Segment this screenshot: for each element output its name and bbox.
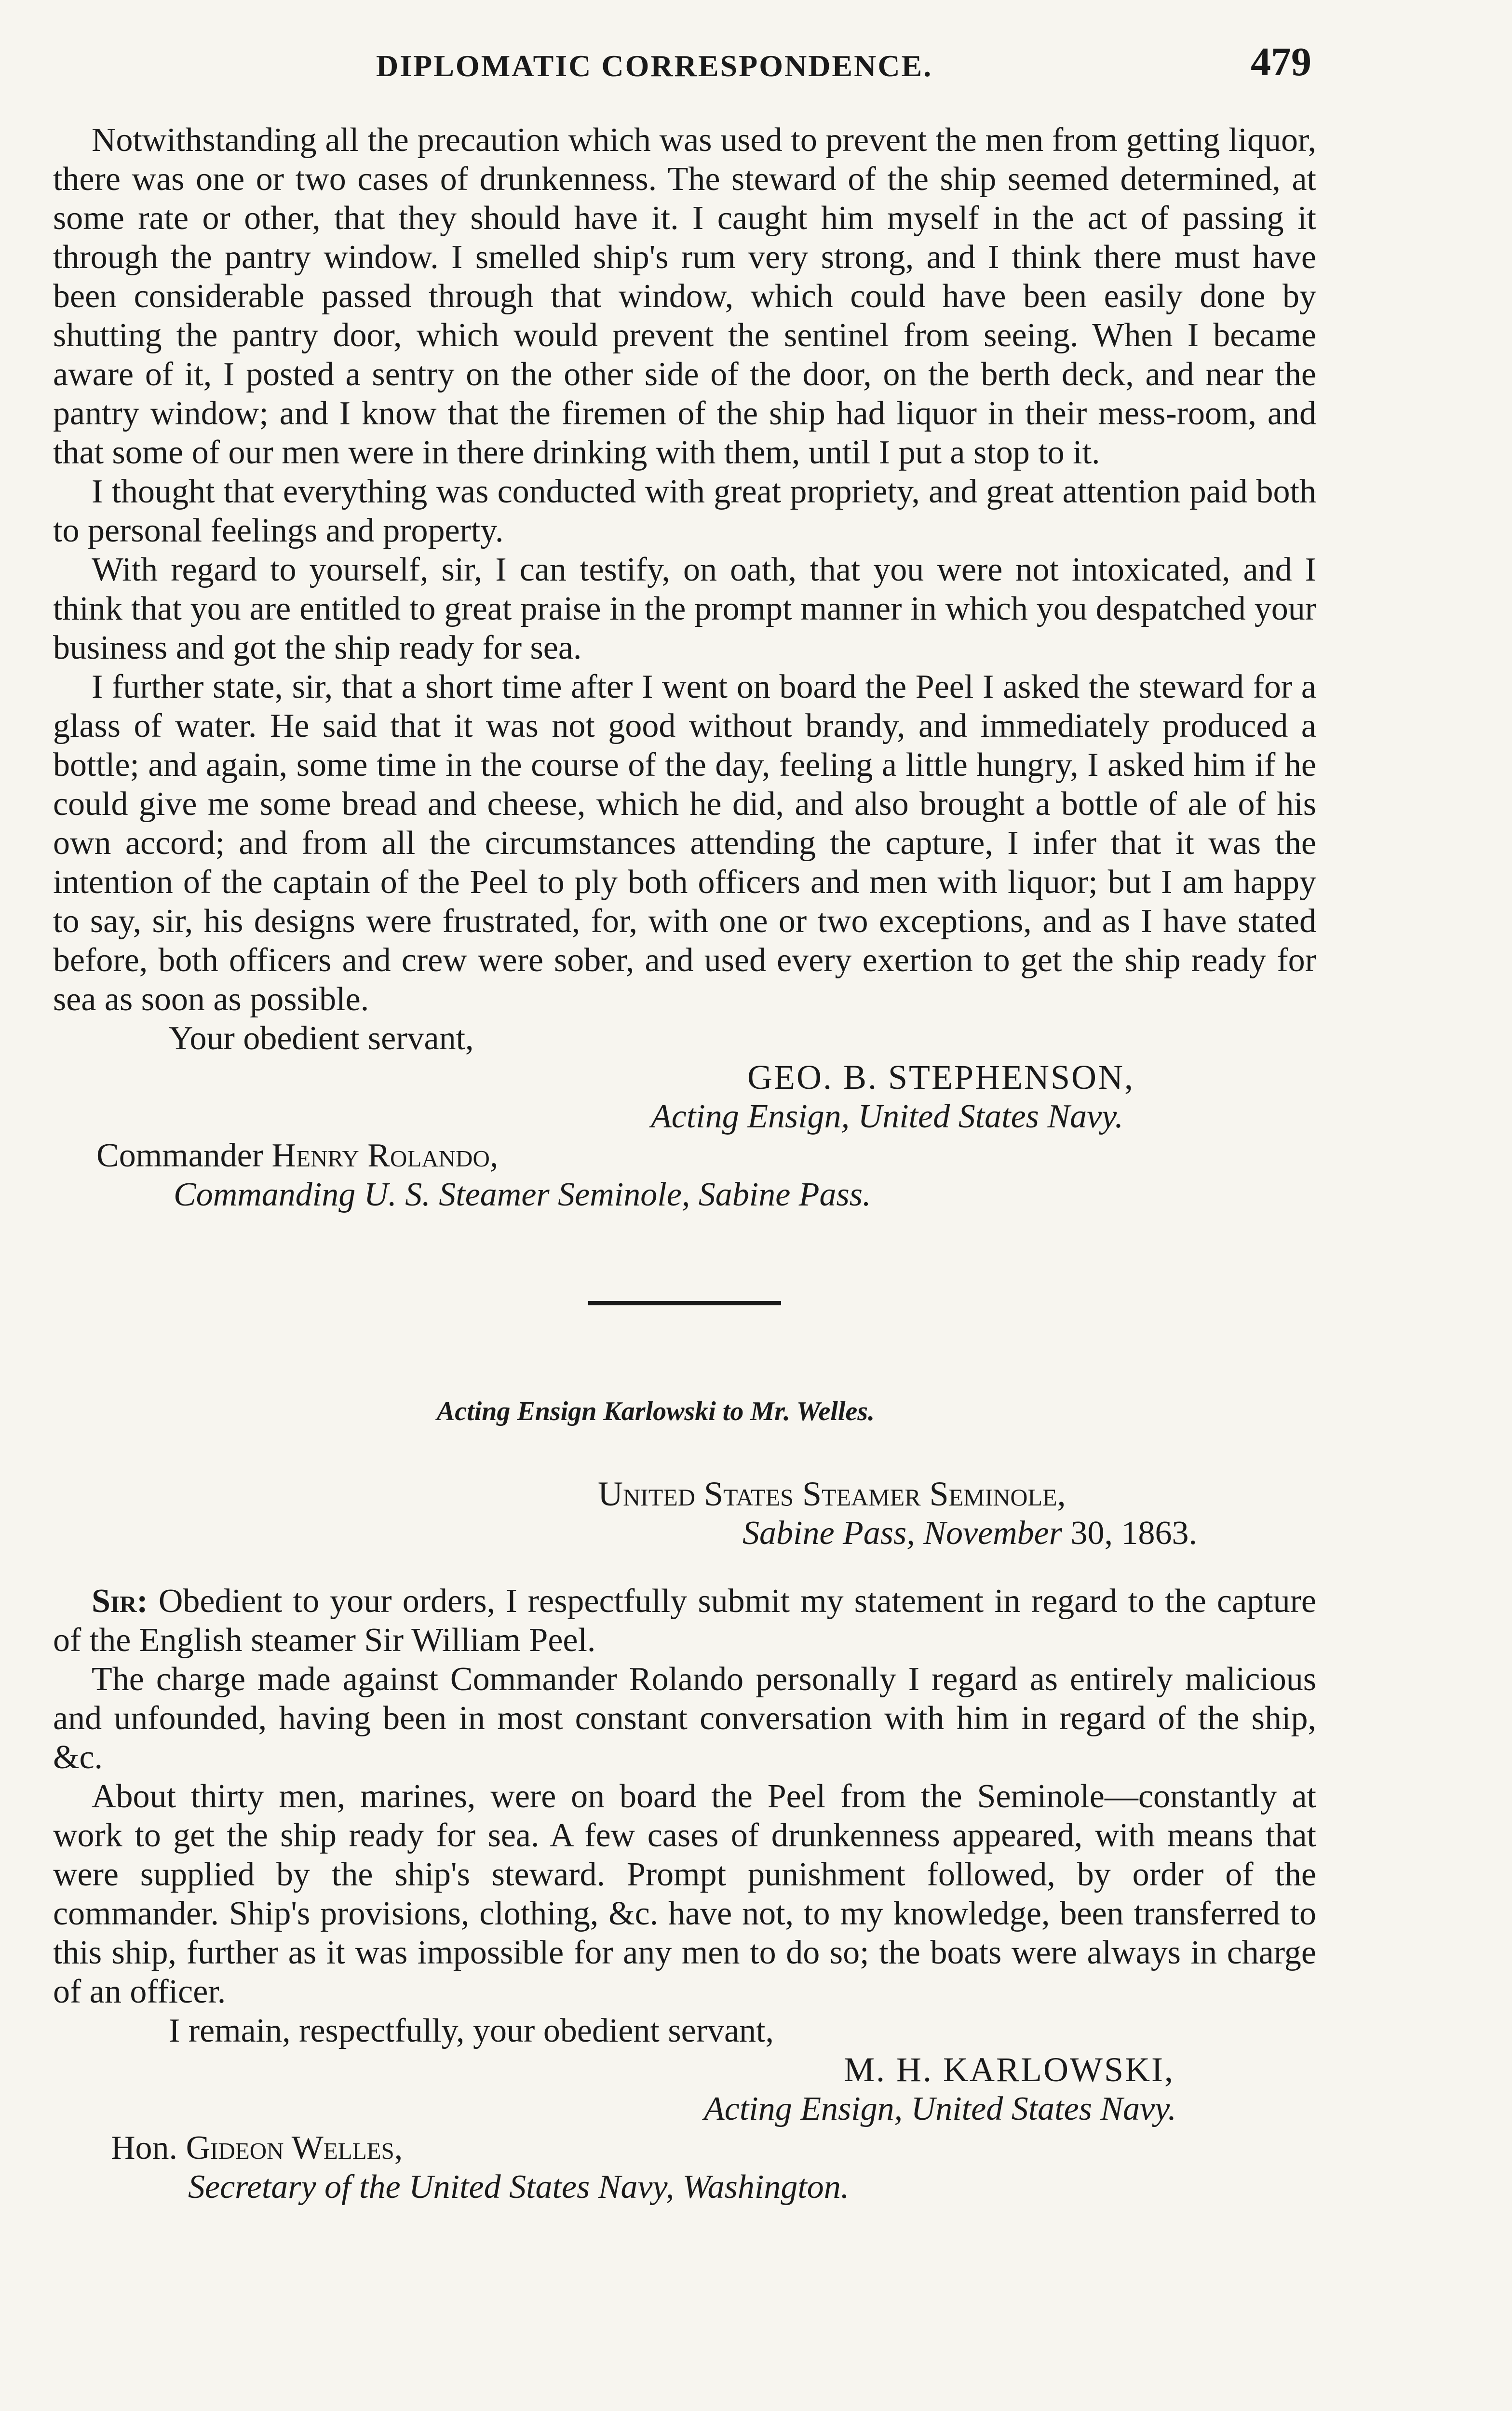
letter1-closing: Your obedient servant, — [169, 1020, 474, 1057]
letter2-dateline-place: Sabine Pass, November — [742, 1515, 1062, 1552]
letter2-addressee-name: Gideon Welles, — [186, 2129, 403, 2167]
letter2-paragraph-2: The charge made against Commander Rolando personally I regard as entirely malicious and unfounded, having been in most constant conversation with him in regard of the ship, &c. — [53, 1661, 1316, 1776]
letter1-paragraph-4: I further state, sir, that a short time after I went on board the Peel I asked the steward for a glass of water. He said that it was not good without brandy, and immediately produced a bottle; and again, some time in the course of the day, feeling a little hungry, I asked him if he could give me some bread and cheese, which he did, and also brought a bottle of ale of his own accord; and from all the circumstances attending the capture, I infer that it was the intention of the captain of the Peel to ply both officers and men with liquor; but I am happy to say, sir, his designs were frustrated, for, with one or two exceptions, and as I have stated before, both officers and crew were sober, and used every exertion to get the ship ready for sea as soon as possible. — [53, 668, 1316, 1018]
letter1-addressee-title: Commanding U. S. Steamer Seminole, Sabine Pass. — [174, 1176, 871, 1213]
letter2-dateline-date: 30, 1863. — [1070, 1515, 1197, 1552]
letter1-paragraph-2: I thought that everything was conducted with great propriety, and great attention paid both to personal feelings and property. — [53, 473, 1316, 549]
letter1-paragraph-3: With regard to yourself, sir, I can testify, on oath, that you were not intoxicated, and I think that you are entitled to great praise in the prompt manner in which you despatched your business and got the ship ready for sea. — [53, 551, 1316, 666]
letter2-closing: I remain, respectfully, your obedient servant, — [169, 2012, 774, 2049]
letter2-signature-title: Acting Ensign, United States Navy. — [704, 2090, 1176, 2127]
letter2-dateline — [53, 1514, 1316, 1553]
letter1-addressee-prefix: Commander — [96, 1137, 272, 1174]
letter2-salutation: Sir: — [92, 1583, 148, 1620]
letter2-first-paragraph: Obedient to your orders, I respectfully submit my statement in regard to the capture of the English steamer Sir William Peel. — [53, 1583, 1317, 1659]
letter2-dateline-vessel: United States Steamer Seminole, — [598, 1475, 1066, 1513]
letter2-paragraph-1 — [53, 1582, 1316, 1660]
letter1-paragraph-1: Notwithstanding all the precaution which was used to prevent the men from getting liquor, there was one or two cases of drunkenness. The steward of the ship seemed determined, at some rate or other, that they should have it. I caught him myself in the act of passing it through the pantry window. I smelled ship's rum very strong, and I think there must have been considerable passed through that window, which could have been easily done by shutting the pantry door, which would prevent the sentinel from seeing. When I became aware of it, I posted a sentry on the other side of the door, on the berth deck, and near the pantry window; and I know that the firemen of the ship had liquor in their mess-room, and that some of our men were in there drinking with them, until I put a stop to it. — [53, 122, 1316, 471]
page-number: 479 — [1251, 40, 1311, 84]
letter1-addressee-name: Henry Rolando, — [271, 1137, 499, 1174]
page-body — [53, 121, 1316, 2207]
letter1-addressee — [53, 1136, 1316, 1175]
letter2-addressee-title: Secretary of the United States Navy, Washington. — [188, 2168, 850, 2206]
running-head: DIPLOMATIC CORRESPONDENCE. — [376, 49, 933, 83]
letter2-heading: Acting Ensign Karlowski to Mr. Welles. — [436, 1396, 875, 1426]
letter2-paragraph-3: About thirty men, marines, were on board the Peel from the Seminole—constantly at work to get the ship ready for sea. A few cases of drunkenness appeared, with means that were supplied by the ship's steward. Prompt punishment followed, by order of the commander. Ship's provisions, clothing, &c. have not, to my knowledge, been transferred to this ship, further as it was impossible for any men to do so; the boats were always in charge of an officer. — [53, 1778, 1316, 2010]
letter2-signature-name: M. H. KARLOWSKI, — [844, 2050, 1174, 2089]
letter2-addressee-prefix: Hon. — [111, 2129, 186, 2167]
page-header — [58, 39, 1311, 92]
letter1-signature-name: GEO. B. STEPHENSON, — [747, 1058, 1135, 1097]
letter1-signature-title: Acting Ensign, United States Navy. — [651, 1098, 1123, 1135]
letter2-addressee — [53, 2128, 1316, 2167]
section-divider — [588, 1301, 781, 1305]
